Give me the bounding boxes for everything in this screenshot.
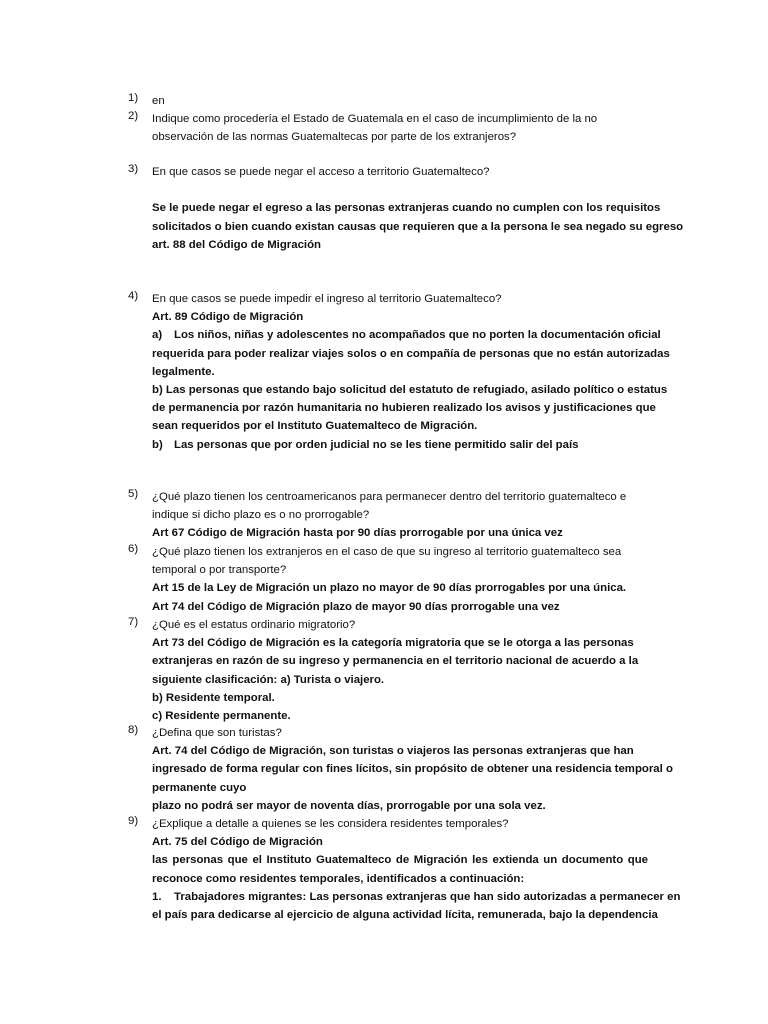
line-text: b) Las personas que estando bajo solicitud del estatuto de refugiado, asilado político o estatus [152,383,668,396]
question-body [152,724,673,815]
line-text: en [152,95,165,107]
question-line [152,181,648,199]
question-number: 1) [128,92,139,104]
question-body [152,163,684,254]
answer-line [152,797,648,815]
question-number: 2) [128,110,139,122]
answer-line [152,851,648,869]
question-body [152,616,648,725]
question-number: 3) [128,163,139,175]
question-line [152,543,648,561]
answer-line [152,436,648,454]
line-text: Indique como procedería el Estado de Guatemala en el caso de incumplimiento de la no [152,113,598,125]
line-text: Trabajadores migrantes: Las personas extranjeras que han sido autorizadas a permanecer en [174,890,681,903]
question-number: 9) [128,815,139,827]
line-text: ¿Qué plazo tienen los extranjeros en el caso de que su ingreso al territorio guatemalteco sea [152,546,622,558]
line-text: siguiente clasificación: a) Turista o viajero. [152,673,385,686]
answer-line [152,199,661,217]
question-body [152,92,648,110]
question-2 [128,110,648,146]
question-line [152,163,648,181]
line-text: legalmente. [152,365,215,378]
line-text: ¿Qué plazo tienen los centroamericanos para permanecer dentro del territorio guatemalteco e [152,491,627,503]
answer-line [152,524,648,542]
line-text: extranjeras en razón de su ingreso y permanencia en el territorio nacional de acuerdo a la [152,655,639,668]
line-text: Las personas que por orden judicial no se les tiene permitido salir del país [174,438,579,451]
question-line [152,815,648,833]
line-text: las personas que el Instituto Guatemalteco de Migración les extienda un documento que [152,854,648,867]
question-body [152,543,648,616]
answer-line [152,870,648,888]
question-1 [128,92,648,110]
answer-line [152,218,684,236]
answer-line [152,417,648,435]
line-text: Art. 74 del Código de Migración, son turistas o viajeros las personas extranjeras que han [152,745,634,758]
line-text: En que casos se puede negar el acceso a territorio Guatemalteco? [152,166,490,178]
line-text: reconoce como residentes temporales, identificados a continuación: [152,872,525,885]
line-text: ¿Explique a detalle a quienes se les considera residentes temporales? [152,818,509,830]
line-text: requerida para poder realizar viajes solos o en compañía de personas que no están autorizadas [152,347,670,360]
question-number: 4) [128,290,139,302]
line-text: Art. 75 del Código de Migración [152,836,323,849]
question-6 [128,543,648,616]
line-text: solicitados o bien cuando existan causas que requieren que a la persona le sea negado su egreso [152,220,684,233]
answer-line [152,707,648,725]
question-line [152,724,648,742]
line-text: Art 67 Código de Migración hasta por 90 días prorrogable por una única vez [152,527,563,540]
question-body [152,815,681,924]
question-line [152,128,648,146]
line-text: Art 73 del Código de Migración es la categoría migratoria que se le otorga a las personas [152,637,634,650]
answer-line [152,652,648,670]
answer-line [152,308,648,326]
answer-line [152,345,670,363]
question-4 [128,290,670,454]
question-3 [128,163,684,254]
line-text: Art 15 de la Ley de Migración un plazo no mayor de 90 días prorrogables por una única. [152,582,627,595]
question-body [152,488,648,543]
line-text: art. 88 del Código de Migración [152,238,321,251]
line-text: ¿Qué es el estatus ordinario migratorio? [152,619,356,631]
line-text: sean requeridos por el Instituto Guatemalteco de Migración. [152,420,478,433]
answer-line [152,671,648,689]
question-7 [128,616,648,725]
line-text: b) Residente temporal. [152,691,275,704]
answer-line [152,833,648,851]
list-marker: a) [152,329,163,342]
line-text: Art 74 del Código de Migración plazo de mayor 90 días prorrogable una vez [152,600,560,613]
line-text: temporal o por transporte? [152,564,287,577]
line-text: c) Residente permanente. [152,709,291,722]
answer-line [152,598,648,616]
question-number: 5) [128,488,139,500]
line-text: En que casos se puede impedir el ingreso al territorio Guatemalteco? [152,293,502,305]
question-5 [128,488,648,543]
answer-line [152,399,656,417]
answer-line [152,381,668,399]
question-line [152,506,648,524]
line-text: plazo no podrá ser mayor de noventa días, prorrogable por una sola vez. [152,799,546,812]
answer-line [152,760,673,778]
line-text: Art. 89 Código de Migración [152,311,304,324]
answer-line [152,689,648,707]
question-9 [128,815,681,924]
line-text: observación de las normas Guatemaltecas por parte de los extranjeros? [152,131,517,144]
question-line [152,92,648,110]
question-line [152,561,648,579]
line-text: Los niños, niñas y adolescentes no acompañados que no porten la documentación oficial [174,329,661,342]
question-number: 6) [128,543,139,555]
line-text: el país para dedicarse al ejercicio de alguna actividad lícita, remunerada, bajo la dependencia [152,908,658,921]
question-line [152,290,648,308]
answer-line [152,906,658,924]
question-number: 8) [128,724,139,736]
line-text: ¿Defina que son turistas? [152,727,282,739]
question-line [152,616,648,634]
line-text: de permanencia por razón humanitaria no hubieren realizado los avisos y justificaciones que [152,402,656,415]
question-body [152,110,648,146]
question-number: 7) [128,616,139,628]
list-marker: 1. [152,890,162,903]
line-text: indique si dicho plazo es o no prorrogable? [152,509,370,522]
line-text: ingresado de forma regular con fines lícitos, sin propósito de obtener una residencia temporal o [152,763,673,776]
question-line [152,488,648,506]
question-line [152,110,648,128]
list-marker: b) [152,438,163,451]
question-8 [128,724,673,815]
line-text: permanente cuyo [152,781,247,794]
question-body [152,290,670,454]
line-text: Se le puede negar el egreso a las personas extranjeras cuando no cumplen con los requisitos [152,202,661,215]
answer-line [152,363,648,381]
answer-line [152,742,648,760]
answer-line [152,236,648,254]
answer-line [152,326,661,344]
answer-line [152,579,648,597]
answer-line [152,634,648,652]
answer-line [152,888,681,906]
answer-line [152,779,648,797]
